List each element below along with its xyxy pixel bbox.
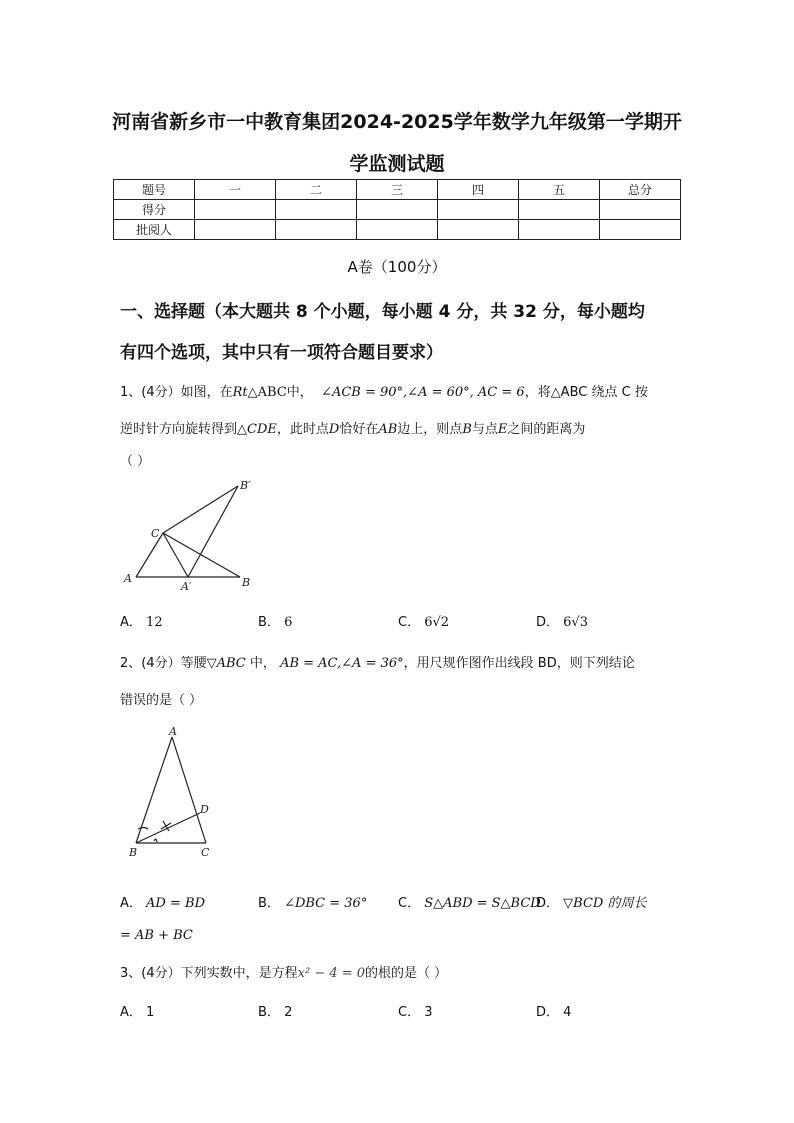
q1-point-e: E <box>497 422 508 437</box>
option-letter: B． <box>258 896 280 911</box>
option-text: 6 <box>284 615 293 630</box>
q2-figure-label: C <box>201 846 210 859</box>
q2-figure-arc-mark <box>138 828 148 830</box>
exam-title-line1: 河南省新乡市一中教育集团2024-2025学年数学九年级第一学期开 <box>112 111 682 133</box>
q1-rt: Rt <box>232 385 248 400</box>
q2-triangle: ▽ABC <box>206 656 246 671</box>
score-table-header-cell: 四 <box>438 180 519 200</box>
question-1-line2 <box>120 418 585 437</box>
section-heading-line2: 有四个选项，其中只有一项符合题目要求） <box>120 343 443 363</box>
option-text: 1 <box>146 1005 155 1020</box>
q1-figure-segment-bprime-aprime <box>188 486 238 577</box>
q3-option-c[interactable] <box>398 1001 433 1020</box>
option-letter: D． <box>536 615 560 630</box>
q1-figure <box>118 474 268 594</box>
q1-point-d: D <box>328 422 340 437</box>
option-text: S△ABD = S△BCD <box>424 896 541 911</box>
q2-figure <box>124 725 224 860</box>
q2-figure-label: D <box>200 803 209 816</box>
score-table-header-row <box>114 180 681 200</box>
score-table-header-cell: 一 <box>195 180 276 200</box>
score-table-cell <box>519 200 600 220</box>
option-letter: A． <box>120 615 142 630</box>
q1-answer-paren: （ ） <box>120 454 151 469</box>
q2-figure-label: A <box>169 725 177 738</box>
option-text: 6√2 <box>424 615 450 630</box>
q2-option-a[interactable] <box>120 892 205 911</box>
score-table-cell <box>276 220 357 240</box>
q2-figure-cross-mark <box>161 823 171 829</box>
option-letter: B． <box>258 1005 280 1020</box>
score-table-cell <box>195 200 276 220</box>
option-text: AD = BD <box>146 896 205 911</box>
q1-option-b[interactable] <box>258 611 292 630</box>
q1-triangle: △ABC <box>247 385 287 400</box>
q2-option-d[interactable] <box>536 892 646 911</box>
q2-figure-label: B <box>129 846 138 859</box>
q1-figure-label: C <box>151 527 160 540</box>
score-table-cell <box>438 200 519 220</box>
score-table-cell <box>357 220 438 240</box>
option-text: 2 <box>284 1005 293 1020</box>
score-table-cell <box>195 220 276 240</box>
q2-option-b[interactable] <box>258 892 367 911</box>
q1-point-b: B <box>462 422 472 437</box>
score-table-header-cell: 二 <box>276 180 357 200</box>
option-letter: B． <box>258 615 280 630</box>
question-1-line1 <box>120 381 648 400</box>
option-letter: A． <box>120 896 142 911</box>
score-table <box>113 179 681 240</box>
exam-title-line2: 学监测试题 <box>349 153 445 175</box>
score-table-header-cell: 三 <box>357 180 438 200</box>
score-table-cell <box>438 220 519 240</box>
score-table-cell <box>519 220 600 240</box>
q3-after: 的根的是（ ） <box>365 966 448 981</box>
score-table-cell <box>357 200 438 220</box>
q1-text: 之间的距离为 <box>507 422 586 437</box>
q2-option-d-continuation: = AB + BC <box>120 928 193 943</box>
score-table-row <box>114 220 681 240</box>
q3-option-a[interactable] <box>120 1001 154 1020</box>
q1-text: 逆时针方向旋转得到 <box>120 422 238 437</box>
q2-prefix: 2、(4分）等腰 <box>120 656 207 671</box>
score-table-cell: 批阅人 <box>114 220 195 240</box>
option-text: 3 <box>424 1005 433 1020</box>
q2-after: ，用尺规作图作出线段 BD，则下列结论 <box>403 656 635 671</box>
q1-figure-segment-cb <box>163 533 240 577</box>
q2-figure-segment-ac <box>172 737 206 843</box>
question-2-line1 <box>120 652 635 671</box>
q1-text: 与点 <box>471 422 498 437</box>
section-heading-line1: 一、选择题（本大题共 8 个小题，每小题 4 分，共 32 分，每小题均 <box>120 302 645 322</box>
q1-option-d[interactable] <box>536 611 588 630</box>
score-table-row <box>114 200 681 220</box>
score-table-cell <box>276 200 357 220</box>
option-text: ∠DBC = 36° <box>284 896 368 911</box>
score-table-header-cell: 总分 <box>600 180 681 200</box>
score-table-cell <box>600 200 681 220</box>
q1-option-a[interactable] <box>120 611 163 630</box>
score-table-cell: 得分 <box>114 200 195 220</box>
q3-option-b[interactable] <box>258 1001 292 1020</box>
option-letter: A． <box>120 1005 142 1020</box>
q1-text: 边上，则点 <box>397 422 463 437</box>
score-table-cell <box>600 220 681 240</box>
q1-conditions: ∠ACB = 90°,∠A = 60°, AC = 6 <box>321 385 525 400</box>
score-table-header-cell: 五 <box>519 180 600 200</box>
q1-after: ，将△ABC 绕点 C 按 <box>524 385 648 400</box>
q1-cde: △CDE <box>237 422 277 437</box>
q1-option-c[interactable] <box>398 611 449 630</box>
q3-prefix: 3、(4分）下列实数中，是方程 <box>120 966 298 981</box>
option-letter: C． <box>398 1005 421 1020</box>
option-text: ▽BCD 的周长 <box>563 896 647 911</box>
q2-conditions: AB = AC,∠A = 36° <box>280 656 404 671</box>
q1-mid: 中， <box>286 385 313 400</box>
q1-figure-label: B <box>242 576 251 589</box>
q2-mid: 中， <box>249 656 276 671</box>
q2-figure-arc-mark <box>154 839 157 842</box>
q1-figure-label: B′ <box>240 479 251 492</box>
q1-prefix: 1、(4分）如图，在 <box>120 385 233 400</box>
option-letter: C． <box>398 896 421 911</box>
q1-figure-label: A <box>124 572 132 585</box>
q3-equation: x² − 4 = 0 <box>297 966 366 981</box>
question-2-line2: 错误的是（ ） <box>120 693 203 708</box>
option-letter: D． <box>536 896 560 911</box>
q1-text: ，此时点 <box>276 422 329 437</box>
score-table-header-cell: 题号 <box>114 180 195 200</box>
q2-option-c[interactable] <box>398 892 541 911</box>
volume-title: A卷（100分） <box>347 258 447 276</box>
option-letter: C． <box>398 615 421 630</box>
option-text: 6√3 <box>563 615 588 630</box>
option-text: 12 <box>146 615 163 630</box>
q3-option-d[interactable] <box>536 1001 571 1020</box>
q1-figure-label: A′ <box>181 580 192 593</box>
q1-ab: AB <box>378 422 398 437</box>
option-text: 4 <box>563 1005 572 1020</box>
question-3-line1 <box>120 962 447 981</box>
q1-text: 恰好在 <box>339 422 379 437</box>
option-letter: D． <box>536 1005 560 1020</box>
q1-figure-segment-cb-prime <box>163 486 238 533</box>
